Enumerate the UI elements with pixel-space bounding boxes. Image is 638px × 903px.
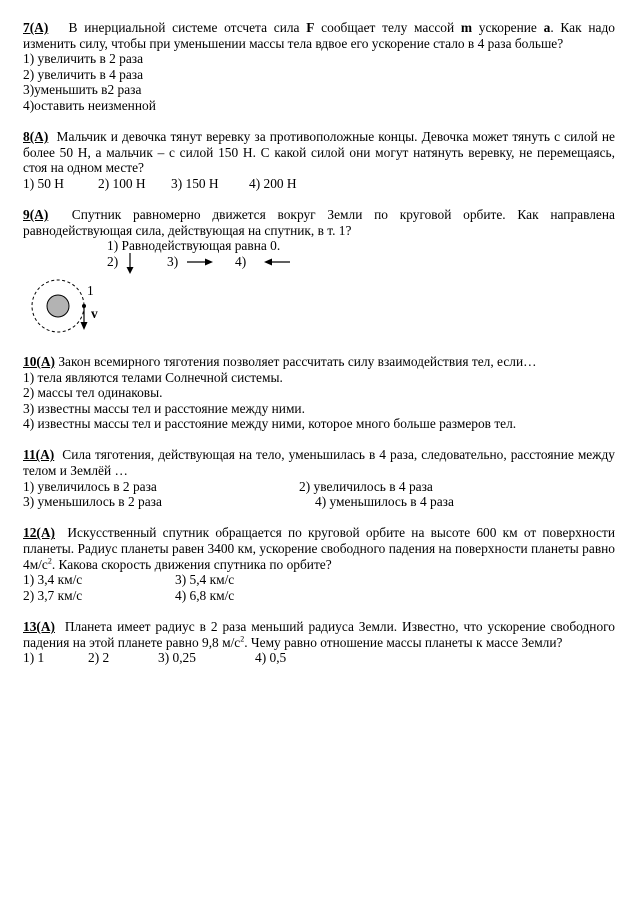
answer-option: 1) увеличилось в 2 раза: [23, 478, 157, 494]
question-8: [23, 129, 615, 191]
answer-option: 1) 50 Н: [23, 175, 64, 191]
answer-option: 4) 0,5: [255, 650, 287, 666]
answer-option: 2) массы тел одинаковы.: [23, 385, 163, 401]
answer-row: [23, 650, 615, 666]
answer-row: [23, 176, 615, 192]
document-page: [23, 20, 615, 681]
point-label: 1: [87, 282, 94, 298]
question-12-text: 12(А) Искусственный спутник обращается по круговой орбите на высоте 600 км от поверхности планеты. Радиус планеты равен 3400 км, ускорение свободного падения на поверхности планеты равно $4м/с^2$. Какова скорость движения спутника по орбите?: [23, 525, 615, 572]
answer-option: 2) увеличить в 4 раза: [23, 66, 144, 82]
earth-icon: [47, 295, 69, 317]
answer-option: 4) 6,8 км/с: [175, 587, 235, 603]
question-10-text: 10(А) Закон всемирного тяготения позволяет рассчитать силу взаимодействия тел, если…: [23, 353, 537, 369]
answer-option: 2) увеличилось в 4 раза: [299, 478, 433, 494]
answer-option: 3) 5,4 км/с: [175, 572, 235, 588]
answer-option: 1) тела являются телами Солнечной системы.: [23, 369, 283, 385]
answer-option: 4) уменьшилось в 4 раза: [315, 494, 454, 510]
answer-option: 4) 200 Н: [249, 175, 297, 191]
answer-row: [23, 494, 615, 510]
question-9: [23, 207, 615, 346]
question-number: 10(А): [23, 353, 55, 369]
answer-option: 1) 3,4 км/с: [23, 572, 83, 588]
arrow-left-icon: [263, 257, 291, 267]
answer-option: 4)оставить неизменной: [23, 97, 156, 113]
answer-option: 1) 1: [23, 650, 45, 666]
answer-option: 3) известны массы тел и расстояние между ними.: [23, 400, 305, 416]
answer-option: 2) 100 Н: [98, 175, 146, 191]
question-11-text: 11(А) Сила тяготения, действующая на тело, уменьшилась в 4 раза, следовательно, расстояние между телом и Землёй …: [23, 447, 615, 479]
question-number: 11(А): [23, 447, 55, 463]
answer-option: 4) известны массы тел и расстояние между ними, которое много больше размеров тел.: [23, 416, 517, 432]
question-number: 9(А): [23, 207, 49, 223]
answer-row: [23, 588, 615, 604]
question-13-text: 13(А) Планета имеет радиус в 2 раза меньший радиуса Земли. Известно, что ускорение свободного падения на этой планете равно 9,8 $м/с^2$. Чему равно отношение массы планеты к массе Земли?: [23, 619, 616, 650]
answer-option: 2) 2: [88, 650, 110, 666]
answer-option: 3): [167, 253, 179, 269]
question-9-text: 9(А) Спутник равномерно движется вокруг Земли по круговой орбите. Как направлена равнодействующая сила, действующая на спутник, в т. 1?: [23, 207, 615, 238]
question-number: 13(А): [23, 619, 55, 634]
answer-option: 3) 150 Н: [171, 175, 219, 191]
question-8-text: 8(А) Мальчик и девочка тянут веревку за противоположные концы. Девочка может тянуть с силой не более 50 Н, а мальчик – с силой 150 Н. С какой силой они могут натянуть веревку, не перемещаясь, стоя на одном месте?: [23, 129, 616, 176]
answer-option: 1) увеличить в 2 раза: [23, 51, 144, 67]
answer-row: [23, 572, 615, 588]
orbit-diagram: [23, 276, 615, 346]
question-10: [23, 354, 615, 432]
answer-option: 4): [235, 253, 247, 269]
velocity-label: v: [91, 305, 98, 321]
question-number: 12(А): [23, 525, 55, 541]
question-7: [23, 20, 615, 114]
question-number: 7(А): [23, 20, 49, 35]
answer-row: [23, 479, 615, 495]
question-11: [23, 447, 615, 509]
question-13: [23, 619, 615, 666]
arrow-options-row: [23, 254, 615, 276]
question-number: 8(А): [23, 129, 49, 145]
answer-option: 2): [107, 253, 119, 269]
velocity-arrowhead: [81, 322, 88, 330]
answer-option: 3) уменьшилось в 2 раза: [23, 494, 162, 510]
answer-option: 1) Равнодействующая равна 0.: [107, 238, 281, 254]
answer-option: 3)уменьшить в2 раза: [23, 82, 142, 98]
question-7-text: 7(А) В инерциальной системе отсчета сила F сообщает телу массой m ускорение a. Как надо изменить силу, чтобы при уменьшении массы тела вдвое его ускорение стало в 4 раза больше?: [23, 20, 615, 51]
answer-option: 3) 0,25: [158, 650, 196, 666]
answer-option: 2) 3,7 км/с: [23, 587, 83, 603]
question-12: [23, 525, 615, 603]
arrow-down-icon: [124, 252, 136, 276]
arrow-right-icon: [186, 257, 214, 267]
